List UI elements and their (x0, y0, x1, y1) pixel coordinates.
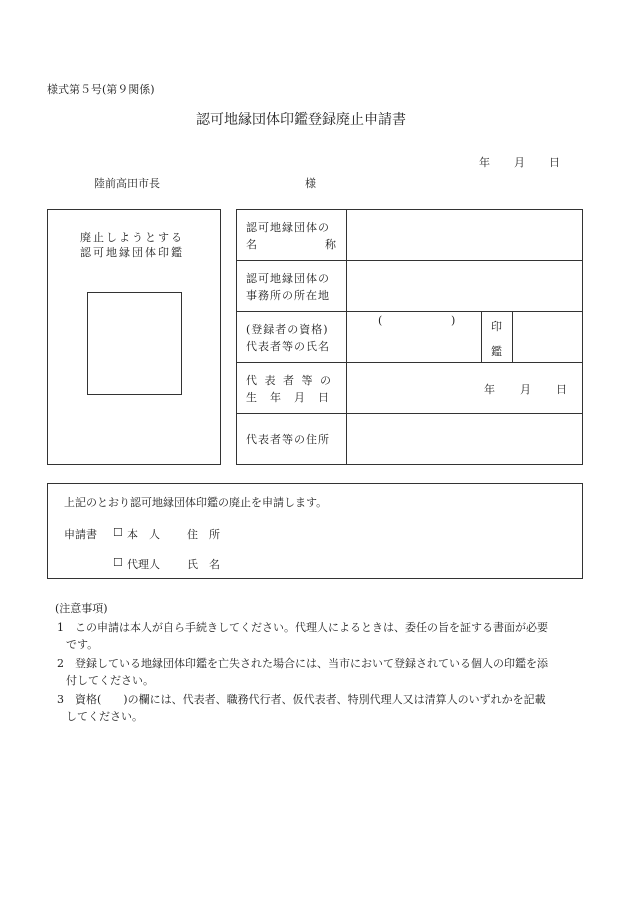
birthdate-month: 月 (520, 383, 531, 396)
group-name-field[interactable] (348, 211, 581, 258)
addressee-honorific: 様 (305, 177, 316, 190)
note-text: この申請は本人が自ら手続きしてください。代理人によるときは、委任の旨を証する書面が必要 (75, 621, 548, 634)
seal-impression-area[interactable] (87, 292, 182, 395)
birthdate-day: 日 (556, 383, 567, 396)
notes-heading: (注意事項) (55, 602, 108, 615)
table-row-line (236, 413, 583, 414)
table-divider (346, 209, 347, 465)
self-label: 本 人 (127, 528, 160, 541)
representative-name-field[interactable] (348, 313, 479, 360)
addressee-name: 陸前高田市長 (94, 177, 160, 190)
date-day: 日 (549, 156, 560, 169)
row-label-group-name-2a: 名 (246, 238, 258, 251)
qualification-paren-open: ( (378, 314, 383, 327)
row-label-birthdate-1: 代 表 者 等 の (246, 374, 333, 387)
office-address-field[interactable] (348, 262, 581, 309)
table-row-line (236, 362, 583, 363)
note-number: 2 (57, 657, 64, 670)
table-row-line (236, 260, 583, 261)
note-number: 3 (57, 693, 64, 706)
date-month: 月 (514, 156, 525, 169)
row-label-rep-address: 代表者等の住所 (246, 433, 330, 446)
row-label-office-1: 認可地縁団体の (246, 272, 330, 285)
agent-checkbox[interactable]: ☐ (113, 556, 123, 569)
birthdate-field[interactable] (348, 364, 581, 411)
note-text-cont: です。 (66, 638, 99, 651)
seal-panel-label-line2: 認可地縁団体印鑑 (80, 246, 184, 259)
qualification-paren-close: ) (451, 314, 456, 327)
table-row-line (236, 311, 583, 312)
row-label-representative-2: 代表者等の氏名 (246, 340, 330, 353)
note-text: 資格( )の欄には、代表者、職務代行者、仮代表者、特別代理人又は清算人のいずれかを記載 (75, 693, 546, 706)
seal-label-top: 印 (491, 320, 502, 333)
name-label: 氏 名 (187, 558, 220, 571)
row-label-representative-1: (登録者の資格) (246, 323, 329, 336)
page-title: 認可地縁団体印鑑登録廃止申請書 (196, 112, 406, 128)
seal-label-bottom: 鑑 (491, 345, 502, 358)
representative-seal-field[interactable] (514, 313, 581, 360)
rep-address-field[interactable] (348, 415, 581, 463)
form-number: 様式第５号(第９関係) (47, 83, 155, 96)
application-statement: 上記のとおり認可地縁団体印鑑の廃止を申請します。 (64, 496, 328, 509)
note-text-cont: 付してください。 (66, 674, 154, 687)
row-label-office-2: 事務所の所在地 (246, 289, 330, 302)
note-text-cont: してください。 (66, 710, 143, 723)
seal-panel-label-line1: 廃止しようとする (80, 231, 184, 244)
self-checkbox[interactable]: ☐ (113, 526, 123, 539)
seal-column-divider (512, 311, 513, 362)
row-label-group-name-1: 認可地縁団体の (246, 221, 330, 234)
address-label: 住 所 (187, 528, 220, 541)
seal-column-divider (481, 311, 482, 362)
agent-label: 代理人 (127, 558, 160, 571)
row-label-group-name-2b: 称 (325, 238, 337, 251)
note-text: 登録している地縁団体印鑑を亡失された場合には、当市において登録されている個人の印鑑を添 (75, 657, 548, 670)
birthdate-year: 年 (484, 383, 495, 396)
row-label-birthdate-2: 生 年 月 日 (246, 391, 330, 404)
applicant-label: 申請書 (64, 528, 97, 541)
date-year: 年 (479, 156, 490, 169)
note-number: 1 (57, 621, 64, 634)
